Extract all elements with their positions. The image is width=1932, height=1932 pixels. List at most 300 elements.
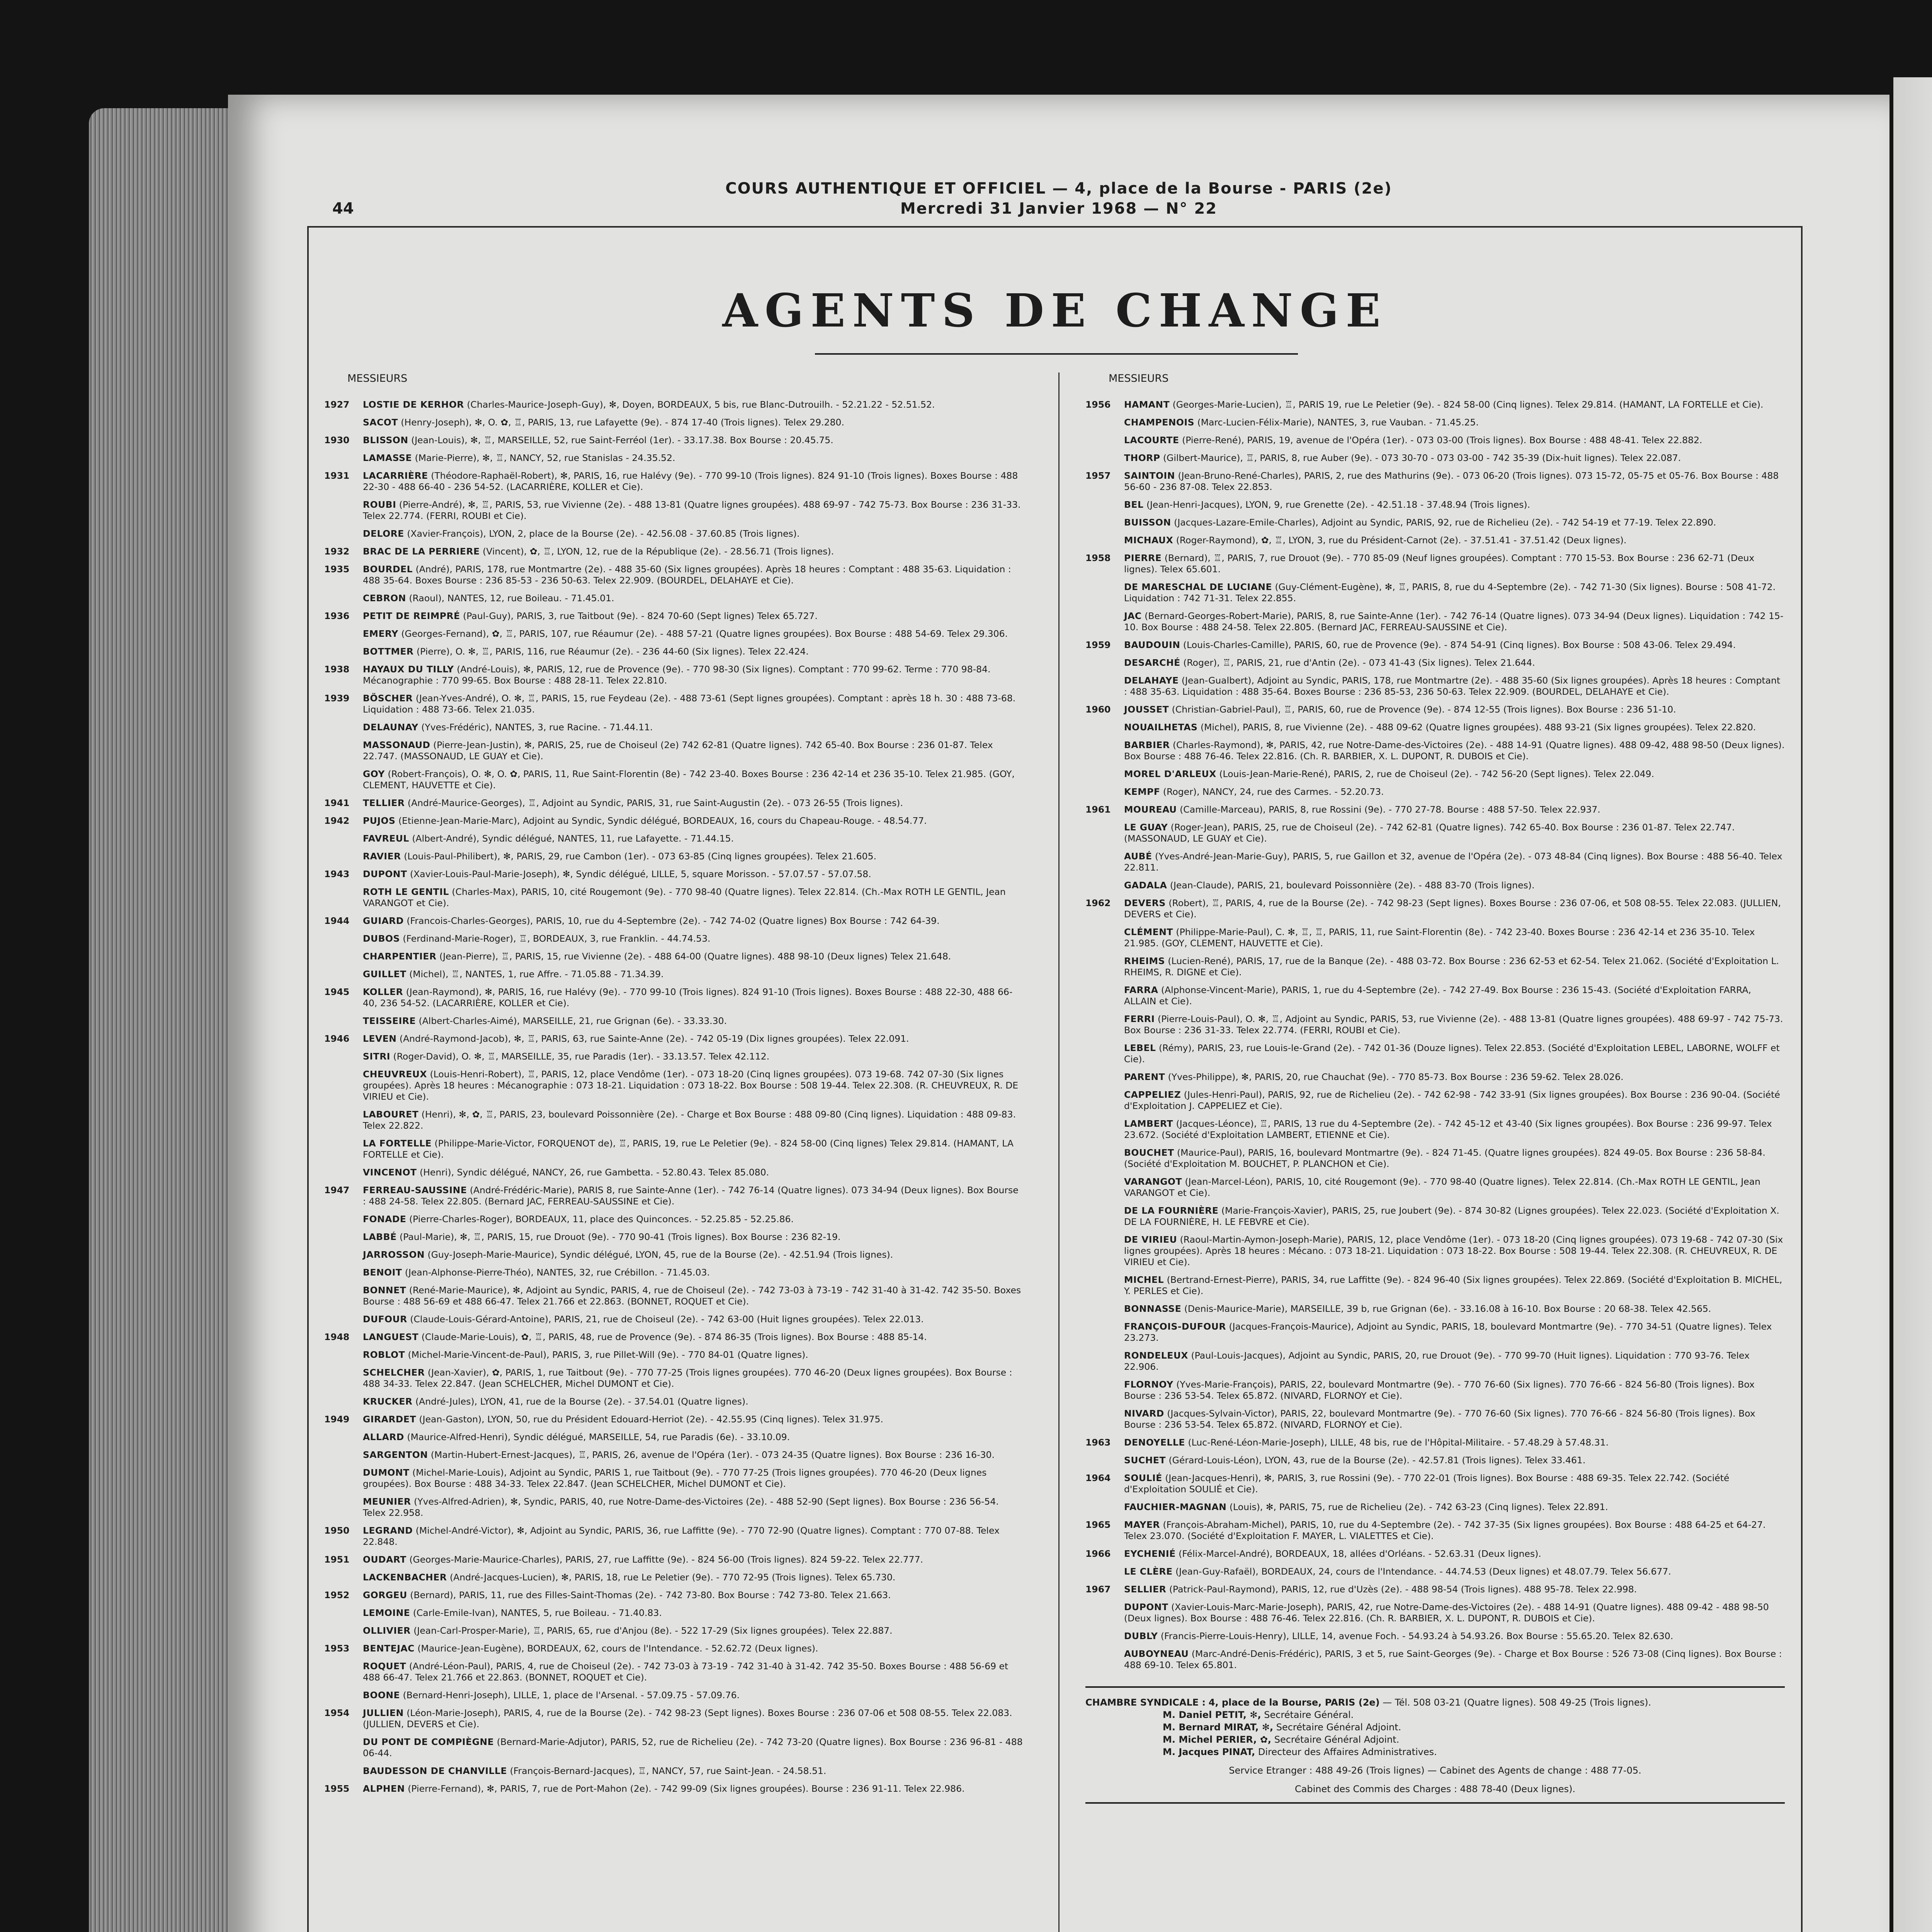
agent-name: CHARPENTIER <box>363 951 437 962</box>
agent-name: LEBEL <box>1124 1043 1156 1053</box>
agent-name: EYCHENIÉ <box>1124 1548 1176 1559</box>
agent-entry <box>324 1432 1024 1443</box>
agent-name: BENOIT <box>363 1267 402 1278</box>
agent-name: LAMASSE <box>363 452 412 463</box>
agent-name: KOLLER <box>363 986 403 997</box>
right-entry-list <box>1085 399 1785 1671</box>
agent-entry <box>324 1185 1024 1207</box>
agent-name: MOUREAU <box>1124 804 1177 815</box>
agent-name: DE VIRIEU <box>1124 1234 1177 1245</box>
agent-name: DE LA FOURNIÈRE <box>1124 1205 1219 1216</box>
agent-details: (Yves-Philippe), ✻, PARIS, 20, rue Chauchat (9e). - 770 85-73. Box Bourse : 236 59-62. Telex 28.026. <box>1168 1071 1624 1082</box>
agent-details: (Michel-Marie-Louis), Adjoint au Syndic, PARIS 1, rue Taitbout (9e). - 770 77-25 (Trois lignes groupées). 770 46-20 (Deux lignes groupées). Box Bourse : 488 34-33. Telex 22.847. (Jean SCHELCHER, Michel DUMONT et Cie). <box>363 1467 987 1489</box>
agent-details: (Maurice-Paul), PARIS, 16, boulevard Montmartre (9e). - 824 71-45. (Quatre lignes groupées). 824 49-05. Box Bourse : 236 58-84. (Société d'Exploitation M. BOUCHET, P. PLANCHON et Cie). <box>1124 1147 1766 1169</box>
agent-name: DUBOS <box>363 933 400 944</box>
agent-details: (Guy-Joseph-Marie-Maurice), Syndic délégué, LYON, 45, rue de la Bourse (2e). - 42.51.94 (Trois lignes). <box>427 1249 893 1260</box>
agent-details: (Félix-Marcel-André), BORDEAUX, 18, allées d'Orléans. - 52.63.31 (Deux lignes). <box>1179 1548 1541 1559</box>
agent-details: (Francois-Charles-Georges), PARIS, 10, rue du 4-Septembre (2e). - 742 74-02 (Quatre lignes) Box Bourse : 742 64-39. <box>406 915 940 926</box>
agent-entry <box>324 628 1024 639</box>
agent-entry <box>1085 956 1785 978</box>
agent-details: (Jean-Claude), PARIS, 21, boulevard Poissonnière (2e). - 488 83-70 (Trois lignes). <box>1170 880 1535 891</box>
column-divider <box>1058 372 1060 1932</box>
agent-entry <box>324 1525 1024 1548</box>
agent-entry <box>1085 722 1785 733</box>
agent-name: PETIT DE REIMPRÉ <box>363 611 460 621</box>
agent-name: PARENT <box>1124 1071 1165 1082</box>
agent-entry <box>324 1690 1024 1701</box>
agent-entry <box>324 1285 1024 1307</box>
agent-details: (Louis-Charles-Camille), PARIS, 60, rue de Provence (9e). - 874 54-91 (Cinq lignes). Box Bourse : 508 43-06. Telex 29.494. <box>1183 639 1736 650</box>
agent-entry <box>1085 517 1785 528</box>
agent-name: TELLIER <box>363 798 405 808</box>
agent-details: (Théodore-Raphaël-Robert), ✻, PARIS, 16, rue Halévy (9e). - 770 99-10 (Trois lignes). 824 91-10 (Trois lignes). Boxes Bourse : 488 22-30 - 488 66-40 - 236 54-52. (LACARRIÈRE, KOLLER et Cie). <box>363 470 1018 492</box>
agent-entry <box>1085 822 1785 844</box>
agent-entry <box>324 1414 1024 1425</box>
admission-year: 1935 <box>324 564 350 575</box>
agent-name: BOONE <box>363 1690 400 1701</box>
agent-entry <box>324 1069 1024 1102</box>
agent-details: (Jean-Pierre), ♖, PARIS, 15, rue Vivienne (2e). - 488 64-00 (Quatre lignes). 488 98-10 (Deux lignes) Telex 21.648. <box>439 951 951 962</box>
agent-name: DUPONT <box>1124 1602 1168 1612</box>
officer-list <box>1085 1709 1785 1758</box>
agent-name: FERRI <box>1124 1014 1155 1024</box>
agent-details: (Jacques-Léonce), ♖, PARIS, 13 rue du 4-Septembre (2e). - 742 45-12 et 43-40 (Six lignes groupées). Box Bourse : 236 99-97. Telex 23.672. (Société d'Exploitation LAMBERT, ETIENNE et Cie). <box>1124 1118 1772 1140</box>
agent-name: HAMANT <box>1124 399 1170 410</box>
agent-details: (Jean-Bruno-René-Charles), PARIS, 2, rue des Mathurins (9e). - 073 06-20 (Trois lignes). 073 15-72, 05-75 et 05-76. Box Bourse : 488 56-60 - 236 87-08. Telex 22.853. <box>1124 470 1779 492</box>
agent-details: (Yves-Frédéric), NANTES, 3, rue Racine. - 71.44.11. <box>421 722 653 733</box>
agent-entry <box>324 1267 1024 1278</box>
chambre-label: CHAMBRE SYNDICALE : <box>1085 1697 1206 1708</box>
agent-entry <box>324 1736 1024 1759</box>
agent-details: (Yves-Marie-François), PARIS, 22, boulevard Montmartre (9e). - 770 76-60 (Six lignes). 770 76-66 - 824 56-80 (Trois lignes). Box Bourse : 236 53-54. Telex 65.872. (NIVARD, FLORNOY et Cie). <box>1124 1379 1755 1401</box>
agent-details: (Philippe-Marie-Paul), C. ✻, ♖, ♖, PARIS, 11, rue Saint-Florentin (8e). - 742 23-40. Boxes Bourse : 236 42-14 et 236 35-10. Telex 21.985. (GOY, CLEMENT, HAUVETTE et Cie). <box>1124 927 1755 949</box>
agent-name: GUIARD <box>363 915 404 926</box>
agent-entry <box>1085 1303 1785 1315</box>
agent-name: FONADE <box>363 1214 406 1225</box>
admission-year: 1939 <box>324 693 350 704</box>
agent-entry <box>1085 1566 1785 1577</box>
agent-entry <box>1085 470 1785 493</box>
agent-details: (Jean-Yves-André), O. ✻, ♖, PARIS, 15, rue Feydeau (2e). - 488 73-61 (Sept lignes groupées). Comptant : après 18 h. 30 : 488 73-68. Liquidation : 488 73-66. Telex 21.035. <box>363 693 1016 715</box>
officer-role: Secrétaire Général Adjoint. <box>1274 1734 1400 1745</box>
agent-entry <box>324 399 1024 410</box>
agent-name: LACARRIÈRE <box>363 470 428 481</box>
agent-name: DEVERS <box>1124 898 1166 908</box>
running-header-title: COURS AUTHENTIQUE ET OFFICIEL — 4, place de la Bourse - PARIS (2e) <box>725 180 1392 197</box>
agent-entry <box>324 452 1024 464</box>
agent-name: BAUDESSON DE CHANVILLE <box>363 1765 507 1776</box>
agent-details: (Louis-Henri-Robert), ♖, PARIS, 12, place Vendôme (1er). - 073 18-20 (Cinq lignes groupées). 073 19-68. 742 07-30 (Six lignes groupées). Après 18 heures : Mécanographie : 073 18-21. Liquidation : 073 18-22. Box Bourse : 508 19-44. Telex 22.308. (R. CHEUVREUX, R. DE VIRIEU et Cie). <box>363 1069 1019 1102</box>
agent-name: BLISSON <box>363 435 408 446</box>
agent-name: BAUDOUIN <box>1124 639 1180 650</box>
agent-entry <box>1085 1205 1785 1228</box>
agent-entry <box>324 833 1024 844</box>
agent-entry <box>324 499 1024 522</box>
admission-year: 1957 <box>1085 470 1111 481</box>
agent-name: GOY <box>363 769 385 779</box>
agent-entry <box>324 1396 1024 1407</box>
agent-name: SARGENTON <box>363 1449 428 1460</box>
agent-details: (Charles-Maurice-Joseph-Guy), ✻, Doyen, BORDEAUX, 5 bis, rue Blanc-Dutrouilh. - 52.21.22 - 52.51.52. <box>467 399 935 410</box>
agent-details: (Marc-Lucien-Félix-Marie), NANTES, 3, rue Vauban. - 71.45.25. <box>1197 417 1479 428</box>
agent-entry <box>324 1249 1024 1260</box>
agent-name: ROUBI <box>363 499 396 510</box>
agent-details: (Pierre-Charles-Roger), BORDEAUX, 11, place des Quinconces. - 52.25.85 - 52.25.86. <box>409 1214 794 1225</box>
admission-year: 1966 <box>1085 1548 1111 1559</box>
agent-details: (André-Maurice-Georges), ♖, Adjoint au Syndic, PARIS, 31, rue Saint-Augustin (2e). - 073 26-55 (Trois lignes). <box>407 798 903 808</box>
agent-entry <box>324 798 1024 809</box>
agent-entry <box>1085 1648 1785 1671</box>
agent-details: (Bernard), PARIS, 11, rue des Filles-Saint-Thomas (2e). - 742 73-80. Box Bourse : 742 73-80. Telex 21.663. <box>410 1590 891 1600</box>
agent-name: DUMONT <box>363 1467 410 1478</box>
agent-details: (André-Jacques-Lucien), ✻, PARIS, 18, rue Le Peletier (9e). - 770 72-95 (Trois lignes). Telex 65.730. <box>449 1572 896 1583</box>
agent-entry <box>1085 1321 1785 1344</box>
agent-entry <box>1085 1379 1785 1401</box>
admission-year: 1947 <box>324 1185 350 1196</box>
agent-name: DELAUNAY <box>363 722 418 733</box>
agent-details: (Carle-Emile-Ivan), NANTES, 5, rue Boileau. - 71.40.83. <box>413 1607 662 1618</box>
agent-name: LA FORTELLE <box>363 1138 432 1149</box>
agent-name: ALLARD <box>363 1432 404 1442</box>
agent-details: (André-Raymond-Jacob), ✻, ♖, PARIS, 63, rue Sainte-Anne (2e). - 742 05-19 (Dix lignes groupées). Telex 22.091. <box>399 1033 909 1044</box>
agent-name: LACKENBACHER <box>363 1572 447 1583</box>
admission-year: 1938 <box>324 664 350 675</box>
agent-name: MOREL D'ARLEUX <box>1124 769 1216 779</box>
agent-details: (Xavier-François), LYON, 2, place de la Bourse (2e). - 42.56.08 - 37.60.85 (Trois lignes). <box>407 528 800 539</box>
agent-name: LABOURET <box>363 1109 419 1120</box>
agent-name: MASSONAUD <box>363 740 430 750</box>
agent-name: CLÉMENT <box>1124 927 1173 937</box>
agent-name: CHEUVREUX <box>363 1069 427 1080</box>
agent-name: ROBLOT <box>363 1349 405 1360</box>
admission-year: 1936 <box>324 611 350 621</box>
agent-details: (Henry-Joseph), ✻, O. ✿, ♖, PARIS, 13, rue Lafayette (9e). - 874 17-40 (Trois lignes). Telex 29.280. <box>401 417 844 428</box>
agent-name: RAVIER <box>363 851 401 862</box>
agent-details: (Xavier-Louis-Marc-Marie-Joseph), PARIS, 42, rue Notre-Dame-des-Victoires (2e). - 488 14-91 (Quatre lignes). 488 09-42 - 488 98-50 (Deux lignes). Box Bourse : 488 76-46. Telex 22.816. (Ch. R. BARBIER, X. L. DUPONT, R. DUBOIS et Cie). <box>1124 1602 1769 1624</box>
agent-details: (André-Léon-Paul), PARIS, 4, rue de Choiseul (2e). - 742 73-03 à 73-19 - 742 31-40 à 31-42. 742 35-50. Boxes Bourse : 488 56-69 et 488 66-47. Telex 21.766 et 22.863. (BONNET, ROQUET et Cie). <box>363 1661 1009 1683</box>
agent-entry <box>1085 1631 1785 1642</box>
agent-entry <box>324 528 1024 539</box>
agent-entry <box>1085 1274 1785 1297</box>
agent-entry <box>1085 1473 1785 1495</box>
officer-line <box>1085 1733 1785 1746</box>
agent-name: SOULIÉ <box>1124 1473 1162 1483</box>
agent-details: (Michel-André-Victor), ✻, Adjoint au Syndic, PARIS, 36, rue Laffitte (9e). - 770 72-90 (Quatre lignes). Comptant : 770 07-88. Telex 22.848. <box>363 1525 1000 1547</box>
admission-year: 1944 <box>324 915 350 926</box>
agent-name: BOUCHET <box>1124 1147 1174 1158</box>
agent-entry <box>1085 1071 1785 1083</box>
agent-entry <box>324 1607 1024 1619</box>
agent-entry <box>324 664 1024 686</box>
agent-name: DE MARESCHAL DE LUCIANE <box>1124 582 1272 592</box>
agent-name: LABBÉ <box>363 1231 397 1242</box>
agent-details: (Roger-Jean), PARIS, 25, rue de Choiseul (2e). - 742 62-81 (Quatre lignes). 742 65-40. Box Bourse : 236 01-87. Telex 22.747. (MASSONAUD, LE GUAY et Cie). <box>1124 822 1735 844</box>
agent-name: LANGUEST <box>363 1332 419 1342</box>
agent-name: OUDART <box>363 1554 406 1565</box>
agent-name: JULLIEN <box>363 1708 404 1718</box>
agent-name: BONNET <box>363 1285 406 1296</box>
agent-details: (Etienne-Jean-Marie-Marc), Adjoint au Syndic, Syndic délégué, BORDEAUX, 16, cours du Chapeau-Rouge. - 48.54.77. <box>398 815 927 826</box>
agent-entry <box>324 951 1024 962</box>
agent-entry <box>1085 452 1785 464</box>
admission-year: 1952 <box>324 1590 350 1600</box>
agent-details: (Georges-Marie-Maurice-Charles), PARIS, 27, rue Laffitte (9e). - 824 56-00 (Trois lignes). 824 59-22. Telex 22.777. <box>409 1554 923 1565</box>
agent-name: NIVARD <box>1124 1408 1164 1419</box>
agent-entry <box>324 1051 1024 1062</box>
agent-name: THORP <box>1124 452 1160 463</box>
agent-entry <box>324 722 1024 733</box>
agent-name: ROQUET <box>363 1661 406 1672</box>
agent-name: BRAC DE LA PERRIERE <box>363 546 480 557</box>
document-page <box>228 95 1889 1932</box>
agent-entry <box>1085 1176 1785 1199</box>
agent-entry <box>324 1572 1024 1583</box>
agent-entry <box>324 1109 1024 1131</box>
agent-details: (Bernard), ♖, PARIS, 7, rue Drouot (9e). - 770 85-09 (Neuf lignes groupées). Comptant : 770 15-53. Box Bourse : 236 62-71 (Deux lignes). Telex 65.601. <box>1124 553 1755 575</box>
agent-entry <box>324 1643 1024 1654</box>
agent-details: (Pierre-André), ✻, ♖, PARIS, 53, rue Vivienne (2e). - 488 13-81 (Quatre lignes groupées). 488 69-97 - 742 75-73. Box Bourse : 236 31-33. Telex 22.774. (FERRI, ROUBI et Cie). <box>363 499 1021 521</box>
agent-details: (Bernard-Georges-Robert-Marie), PARIS, 8, rue Sainte-Anne (1er). - 742 76-14 (Quatre lignes). 073 34-94 (Deux lignes). Liquidation : 742 15-10. Box Bourse : 488 24-58. Telex 22.805. (Bernard JAC, FERREAU-SAUSSINE et Cie). <box>1124 611 1784 633</box>
agent-name: BEL <box>1124 499 1144 510</box>
agent-name: SACOT <box>363 417 398 428</box>
agent-name: RONDELEUX <box>1124 1350 1189 1361</box>
agent-details: (Jules-Henri-Paul), PARIS, 92, rue de Richelieu (2e). - 742 62-98 - 742 33-91 (Six lignes groupées). Box Bourse : 236 90-04. (Société d'Exploitation J. CAPPELIEZ et Cie). <box>1124 1089 1780 1111</box>
admission-year: 1945 <box>324 986 350 997</box>
agent-entry <box>324 1783 1024 1794</box>
agent-details: (Pierre), O. ✻, ♖, PARIS, 116, rue Réaumur (2e). - 236 44-60 (Six lignes). Telex 22.424. <box>417 646 809 657</box>
agent-entry <box>324 1449 1024 1461</box>
agent-details: (François-Abraham-Michel), PARIS, 10, rue du 4-Septembre (2e). - 742 37-35 (Six lignes groupées). Box Bourse : 488 64-25 et 64-27. Telex 23.070. (Société d'Exploitation F. MAYER, L. VIALETTES et Cie). <box>1124 1519 1766 1541</box>
officer-role: Secrétaire Général. <box>1264 1709 1354 1720</box>
agent-details: (Pierre-Louis-Paul), O. ✻, ♖, Adjoint au Syndic, PARIS, 53, rue Vivienne (2e). - 488 13-81 (Quatre lignes groupées). 488 69-97 - 742 75-73. Box Bourse : 236 31-33. Telex 22.774. (FERRI, ROUBI et Cie). <box>1124 1014 1783 1036</box>
agent-entry <box>324 611 1024 622</box>
officer-role: Directeur des Affaires Administratives. <box>1258 1747 1437 1757</box>
agent-name: ROTH LE GENTIL <box>363 886 449 897</box>
officer-name: M. Jacques PINAT, <box>1163 1747 1255 1757</box>
agent-name: BUISSON <box>1124 517 1171 528</box>
admission-year: 1951 <box>324 1554 350 1565</box>
agent-entry <box>1085 1502 1785 1513</box>
agent-entry <box>324 1590 1024 1601</box>
facing-page-edge <box>1893 77 1932 1932</box>
agent-entry <box>324 1496 1024 1519</box>
agent-name: DU PONT DE COMPIÈGNE <box>363 1736 494 1747</box>
agent-entry <box>1085 1043 1785 1065</box>
admission-year: 1955 <box>324 1783 350 1794</box>
admission-year: 1961 <box>1085 804 1111 815</box>
agent-details: (René-Marie-Maurice), ✻, Adjoint au Syndic, PARIS, 4, rue de Choiseul (2e). - 742 73-03 à 73-19 - 742 31-40 à 31-42. 742 35-50. Boxes Bourse : 488 56-69 et 488 66-47. Telex 21.766 et 22.863. (BONNET, ROQUET et Cie). <box>363 1285 1021 1307</box>
agent-name: DELAHAYE <box>1124 675 1179 686</box>
right-column <box>1085 372 1785 1804</box>
agent-details: (Jacques-Lazare-Emile-Charles), Adjoint au Syndic, PARIS, 92, rue de Richelieu (2e). - 742 54-19 et 77-19. Telex 22.890. <box>1174 517 1716 528</box>
agent-name: PIERRE <box>1124 553 1162 563</box>
admission-year: 1949 <box>324 1414 350 1425</box>
agent-entry <box>1085 1089 1785 1112</box>
agent-details: (Claude-Louis-Gérard-Antoine), PARIS, 21, rue de Choiseul (2e). - 742 63-00 (Huit lignes groupées). Telex 22.013. <box>410 1314 924 1325</box>
agent-entry <box>324 1554 1024 1565</box>
agent-entry <box>1085 535 1785 546</box>
content-frame <box>307 226 1803 1932</box>
agent-name: SUCHET <box>1124 1455 1166 1466</box>
agent-details: (Michel-Marie-Vincent-de-Paul), PARIS, 3, rue Pillet-Will (9e). - 770 84-01 (Quatre lignes). <box>408 1349 808 1360</box>
agent-entry <box>1085 417 1785 428</box>
agent-name: BÖSCHER <box>363 693 413 704</box>
agent-details: (Marie-Pierre), ✻, ♖, NANCY, 52, rue Stanislas - 24.35.52. <box>415 452 675 463</box>
agent-entry <box>1085 1455 1785 1466</box>
agent-details: (Jean-Marcel-Léon), PARIS, 10, cité Rougemont (9e). - 770 98-40 (Quatre lignes). Telex 22.814. (Ch.-Max ROTH LE GENTIL, Jean VARANGOT et Cie). <box>1124 1176 1761 1198</box>
admission-year: 1965 <box>1085 1519 1111 1530</box>
agent-details: (Philippe-Marie-Victor, FORQUENOT de), ♖, PARIS, 19, rue Le Peletier (9e). - 824 58-00 (Cinq lignes) Telex 29.814. (HAMANT, LA FORTELLE et Cie). <box>363 1138 1014 1160</box>
page-title: AGENTS DE CHANGE <box>722 284 1388 337</box>
agent-entry <box>1085 1602 1785 1624</box>
agent-details: (Paul-Marie), ✻, ♖, PARIS, 15, rue Drouot (9e). - 770 90-41 (Trois lignes). Box Bourse : 236 82-19. <box>400 1231 841 1242</box>
agent-entry <box>324 435 1024 446</box>
agent-details: (Charles-Raymond), ✻, PARIS, 42, rue Notre-Dame-des-Victoires (2e). - 488 14-91 (Quatre lignes). 488 09-42, 488 98-50 (Deux lignes). Box Bourse : 488 76-46. Telex 22.816. (Ch. R. BARBIER, X. L. DUPONT, R. DUBOIS et Cie). <box>1124 740 1785 762</box>
agent-entry <box>1085 1234 1785 1268</box>
agent-entry <box>1085 1584 1785 1595</box>
agent-details: (Xavier-Louis-Paul-Marie-Joseph), ✻, Syndic délégué, LILLE, 5, square Morisson. - 57.07.57 - 57.07.58. <box>410 869 871 879</box>
admission-year: 1942 <box>324 815 350 826</box>
agent-details: (Pierre-Jean-Justin), ✻, PARIS, 25, rue de Choiseul (2e) 742 62-81 (Quatre lignes). 742 65-40. Box Bourse : 236 01-87. Telex 22.747. (MASSONAUD, LE GUAY et Cie). <box>363 740 993 762</box>
agent-name: DUPONT <box>363 869 407 879</box>
agent-entry <box>1085 1548 1785 1560</box>
agent-details: (Albert-Charles-Aimé), MARSEILLE, 21, rue Grignan (6e). - 33.33.30. <box>418 1015 727 1026</box>
agent-entry <box>324 1367 1024 1389</box>
agent-name: NOUAILHETAS <box>1124 722 1198 733</box>
book-page-edges <box>89 108 243 1932</box>
agent-details: (Jean-Raymond), ✻, PARIS, 16, rue Halévy (9e). - 770 99-10 (Trois lignes). 824 91-10 (Trois lignes). Boxes Bourse : 488 22-30, 488 66-40, 236 54-52. (LACARRIÈRE, KOLLER et Cie). <box>363 986 1013 1009</box>
agent-details: (Luc-René-Léon-Marie-Joseph), LILLE, 48 bis, rue de l'Hôpital-Militaire. - 57.48.29 à 57.48.31. <box>1188 1437 1609 1448</box>
chambre-phone: — Tél. 508 03-21 (Quatre lignes). 508 49-25 (Trois lignes). <box>1383 1697 1651 1708</box>
agent-name: MEUNIER <box>363 1496 411 1507</box>
agent-name: DUFOUR <box>363 1314 407 1325</box>
agent-details: (Charles-Max), PARIS, 10, cité Rougemont (9e). - 770 98-40 (Quatre lignes). Telex 22.814. (Ch.-Max ROTH LE GENTIL, Jean VARANGOT et Cie). <box>363 886 1006 908</box>
agent-name: JOUSSET <box>1124 704 1169 715</box>
agent-details: (Denis-Maurice-Marie), MARSEILLE, 39 b, rue Grignan (6e). - 33.16.08 à 16-10. Box Bourse : 20 68-38. Telex 42.565. <box>1184 1303 1711 1314</box>
agent-details: (Robert), ♖, PARIS, 4, rue de la Bourse (2e). - 742 98-23 (Sept lignes). Boxes Bourse : 236 07-06, et 508 08-55. Telex 22.083. (JULLIEN, DEVERS et Cie). <box>1124 898 1781 920</box>
agent-details: (Alphonse-Vincent-Marie), PARIS, 1, rue du 4-Septembre (2e). - 742 27-49. Box Bourse : 236 15-43. (Société d'Exploitation FARRA, ALLAIN et Cie). <box>1124 985 1752 1007</box>
agent-details: (Paul-Louis-Jacques), Adjoint au Syndic, PARIS, 20, rue Drouot (9e). - 770 99-70 (Huit lignes). Liquidation : 770 93-76. Telex 22.906. <box>1124 1350 1750 1372</box>
column-heading: MESSIEURS <box>347 372 408 384</box>
agent-entry <box>324 593 1024 604</box>
agent-entry <box>324 986 1024 1009</box>
agent-details: (Martin-Hubert-Ernest-Jacques), ♖, PARIS, 26, avenue de l'Opéra (1er). - 073 24-35 (Quatre lignes). Box Bourse : 236 16-30. <box>430 1449 995 1460</box>
agent-name: LACOURTE <box>1124 435 1179 446</box>
admission-year: 1967 <box>1085 1584 1111 1595</box>
agent-entry <box>1085 898 1785 920</box>
agent-entry <box>324 1033 1024 1044</box>
officer-line <box>1085 1746 1785 1758</box>
agent-details: (Bernard-Henri-Joseph), LILLE, 1, place de l'Arsenal. - 57.09.75 - 57.09.76. <box>403 1690 740 1701</box>
agent-entry <box>324 869 1024 880</box>
agent-details: (Jean-Guy-Rafaël), BORDEAUX, 24, cours de l'Intendance. - 44.74.53 (Deux lignes) et 48.07.79. Telex 56.677. <box>1175 1566 1671 1577</box>
admission-year: 1941 <box>324 798 350 808</box>
agent-name: CEBRON <box>363 593 406 604</box>
agent-entry <box>1085 1350 1785 1372</box>
agent-entry <box>1085 1519 1785 1542</box>
agent-entry <box>324 1332 1024 1343</box>
left-entry-list <box>324 399 1024 1794</box>
agent-details: (André-Jules), LYON, 41, rue de la Bourse (2e). - 37.54.01 (Quatre lignes). <box>415 1396 748 1407</box>
agent-details: (Raoul), NANTES, 12, rue Boileau. - 71.45.01. <box>409 593 614 604</box>
officer-line <box>1085 1709 1785 1721</box>
agent-entry <box>1085 639 1785 651</box>
cabinet-commis-line: Cabinet des Commis des Charges : 488 78-40 (Deux lignes). <box>1294 1784 1576 1794</box>
agent-details: (Gérard-Louis-Léon), LYON, 43, rue de la Bourse (2e). - 42.57.81 (Trois lignes). Telex 33.461. <box>1168 1455 1586 1466</box>
chambre-address: 4, place de la Bourse, PARIS (2e) <box>1208 1697 1380 1708</box>
agent-name: AUBÉ <box>1124 851 1152 862</box>
agent-name: LE GUAY <box>1124 822 1168 833</box>
agent-details: (Lucien-René), PARIS, 17, rue de la Banque (2e). - 488 03-72. Box Bourse : 236 62-53 et 62-54. Telex 21.062. (Société d'Exploitation L. RHEIMS, R. DIGNE et Cie). <box>1124 956 1779 978</box>
agent-details: (Yves-André-Jean-Marie-Guy), PARIS, 5, rue Gaillon et 32, avenue de l'Opéra (2e). - 073 48-84 (Cinq lignes). Box Bourse : 488 56-40. Telex 22.811. <box>1124 851 1782 873</box>
agent-details: (Vincent), ✿, ♖, LYON, 12, rue de la République (2e). - 28.56.71 (Trois lignes). <box>483 546 834 557</box>
admission-year: 1964 <box>1085 1473 1111 1483</box>
agent-entry <box>1085 1437 1785 1448</box>
agent-details: (Maurice-Alfred-Henri), Syndic délégué, MARSEILLE, 54, rue Paradis (6e). - 33.10.09. <box>407 1432 790 1442</box>
agent-details: (Jacques-Sylvain-Victor), PARIS, 22, boulevard Montmartre (9e). - 770 76-60 (Six lignes). 770 76-66 - 824 56-80 (Trois lignes). Box Bourse : 236 53-54. Telex 65.872. (NIVARD, FLORNOY et Cie). <box>1124 1408 1755 1430</box>
agent-name: FAUCHIER-MAGNAN <box>1124 1502 1227 1512</box>
agent-name: HAYAUX DU TILLY <box>363 664 454 675</box>
agent-name: GIRARDET <box>363 1414 417 1425</box>
admission-year: 1946 <box>324 1033 350 1044</box>
agent-entry <box>324 915 1024 927</box>
agent-details: (Louis), ✻, PARIS, 75, rue de Richelieu (2e). - 742 63-23 (Cinq lignes). Telex 22.891. <box>1229 1502 1608 1512</box>
agent-entry <box>324 693 1024 715</box>
agent-name: DELORE <box>363 528 404 539</box>
agent-details: (Francis-Pierre-Louis-Henry), LILLE, 14, avenue Foch. - 54.93.24 à 54.93.26. Box Bourse : 55.65.20. Telex 82.630. <box>1160 1631 1673 1641</box>
agent-entry <box>1085 851 1785 873</box>
admission-year: 1930 <box>324 435 350 446</box>
agent-details: (Christian-Gabriel-Paul), ♖, PARIS, 60, rue de Provence (9e). - 874 12-55 (Trois lignes). Box Bourse : 236 51-10. <box>1172 704 1676 715</box>
agent-details: (Louis-Jean-Marie-René), PARIS, 2, rue de Choiseul (2e). - 742 56-20 (Sept lignes). Telex 22.049. <box>1219 769 1655 779</box>
agent-entry <box>324 646 1024 657</box>
admission-year: 1958 <box>1085 553 1111 563</box>
agent-details: (Henri), ✻, ✿, ♖, PARIS, 23, boulevard Poissonnière (2e). - Charge et Box Bourse : 488 09-80 (Cinq lignes). Liquidation : 488 09-83. Telex 22.822. <box>363 1109 1016 1131</box>
agent-details: (Jean-Xavier), ✿, PARIS, 1, rue Taitbout (9e). - 770 77-25 (Trois lignes groupées). 770 46-20 (Deux lignes groupées). Box Bourse : 488 34-33. Telex 22.847. (Jean SCHELCHER, Michel DUMONT et Cie). <box>363 1367 1012 1389</box>
agent-name: SCHELCHER <box>363 1367 425 1378</box>
agent-details: (Michel), PARIS, 8, rue Vivienne (2e). - 488 09-62 (Quatre lignes groupées). 488 93-21 (Six lignes groupées). Telex 22.820. <box>1200 722 1756 733</box>
running-header-date: Mercredi 31 Janvier 1968 — N° 22 <box>900 200 1218 218</box>
agent-name: VINCENOT <box>363 1167 417 1178</box>
agent-entry <box>324 1708 1024 1730</box>
agent-details: (Albert-André), Syndic délégué, NANTES, 11, rue Lafayette. - 71.44.15. <box>412 833 734 844</box>
agent-name: EMERY <box>363 628 398 639</box>
agent-name: GADALA <box>1124 880 1167 891</box>
agent-name: BOURDEL <box>363 564 413 575</box>
agent-entry <box>1085 1147 1785 1170</box>
admission-year: 1954 <box>324 1708 350 1718</box>
agent-entry <box>324 417 1024 428</box>
agent-details: (Georges-Marie-Lucien), ♖, PARIS 19, rue Le Peletier (9e). - 824 58-00 (Cinq lignes). Telex 29.814. (HAMANT, LA FORTELLE et Cie). <box>1172 399 1764 410</box>
officer-role: Secrétaire Général Adjoint. <box>1276 1722 1401 1733</box>
agent-entry <box>1085 399 1785 410</box>
agent-name: LE CLÈRE <box>1124 1566 1173 1577</box>
agent-name: MAYER <box>1124 1519 1160 1530</box>
agent-details: (André-Frédéric-Marie), PARIS 8, rue Sainte-Anne (1er). - 742 76-14 (Quatre lignes). 073 34-94 (Deux lignes). Box Bourse : 488 24-58. Telex 22.805. (Bernard JAC, FERREAU-SAUSSINE et Cie). <box>363 1185 1019 1207</box>
agent-details: (Roger), NANCY, 24, rue des Carmes. - 52.20.73. <box>1163 786 1384 797</box>
agent-details: (Jean-Gualbert), Adjoint au Syndic, PARIS, 178, rue Montmartre (2e). - 488 35-60 (Six lignes groupées). Après 18 heures : Comptant : 488 35-63. Liquidation : 488 35-64. Boxes Bourse : 236 85-53, 236 50-63. Telex 22.909. (BOURDEL, DELAHAYE et Cie). <box>1124 675 1781 697</box>
agent-entry <box>1085 582 1785 604</box>
agent-entry <box>324 815 1024 827</box>
agent-name: KRUCKER <box>363 1396 413 1407</box>
agent-entry <box>1085 1118 1785 1141</box>
agent-name: BOTTMER <box>363 646 414 657</box>
agent-entry <box>1085 499 1785 510</box>
title-underline <box>815 353 1298 355</box>
agent-details: (Roger-Raymond), ✿, ♖, LYON, 3, rue du Président-Carnot (2e). - 37.51.41 - 37.51.42 (Deux lignes). <box>1176 535 1627 546</box>
agent-name: KEMPF <box>1124 786 1160 797</box>
agent-entry <box>324 851 1024 862</box>
